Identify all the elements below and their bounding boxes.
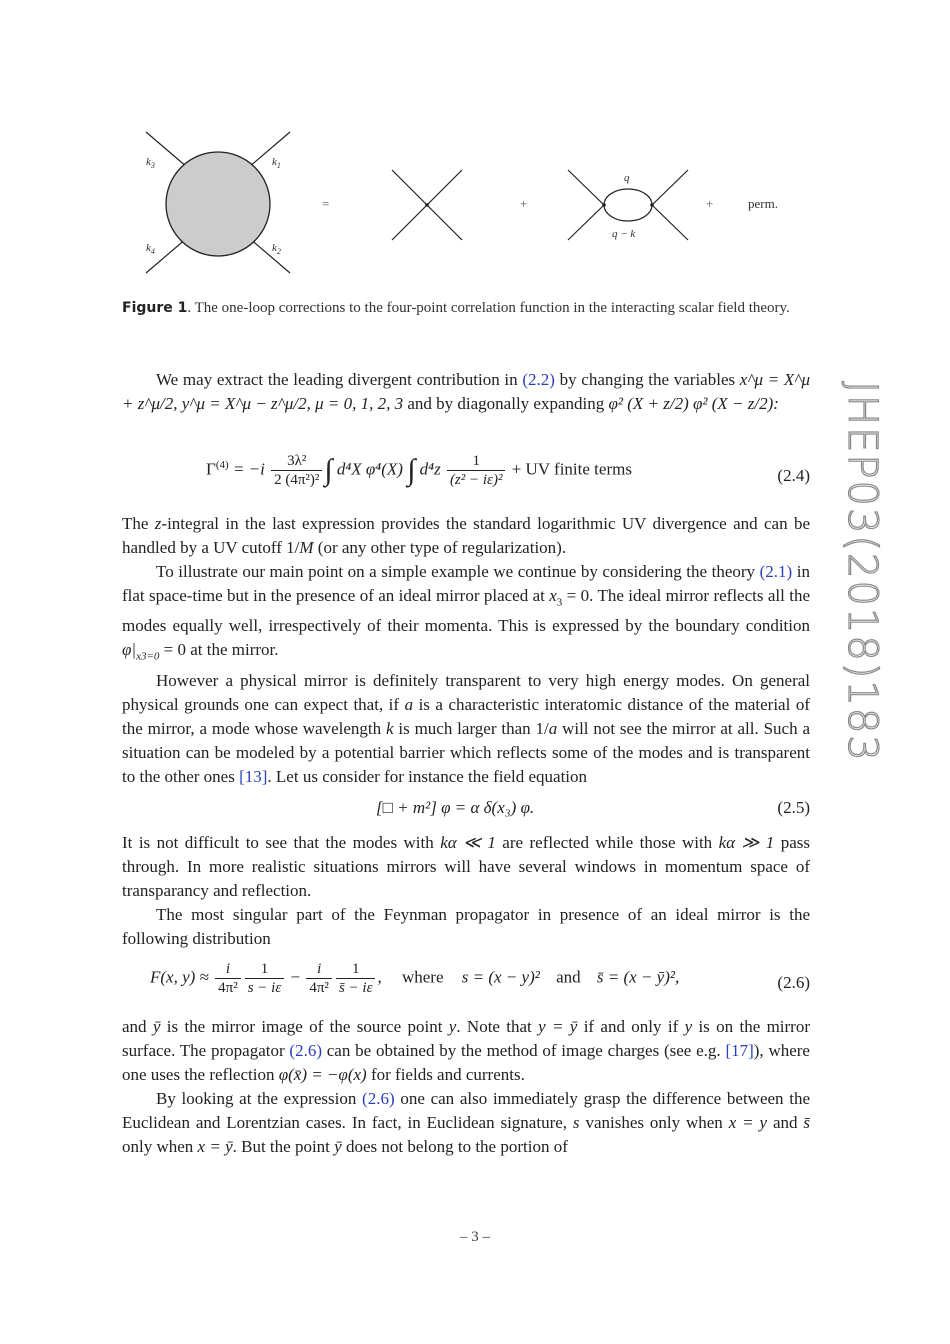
eq26-s-def: s = (x − y)² bbox=[461, 967, 540, 987]
p2-text-a: The bbox=[122, 514, 155, 533]
eq24-frac-1-num: 3λ² bbox=[271, 452, 322, 471]
figure-caption bbox=[122, 298, 810, 319]
p7-y2: y bbox=[684, 1017, 693, 1036]
p3-x-sub: 3 bbox=[556, 596, 563, 609]
eq26-sbar-def: s̄ = (x − ȳ)², bbox=[596, 967, 680, 987]
p8-text-c: vanishes only when bbox=[579, 1113, 729, 1132]
p1-text-c: and by diagonally expanding bbox=[403, 394, 609, 413]
p3-text-b: in flat space-time but in the presence of an ideal mirror placed at bbox=[122, 562, 810, 605]
p7-text-h: for fields and currents. bbox=[366, 1065, 525, 1084]
paragraph-7 bbox=[122, 1015, 810, 1159]
p7-y: y bbox=[448, 1017, 457, 1036]
p8-s: s bbox=[572, 1113, 580, 1132]
p5-text-b: are reflected while those with bbox=[495, 833, 719, 852]
p3-text-c: = 0. The ideal mirror reflects all the modes equally well, irrespectively of their momenta. This is expressed by the boundary condition bbox=[122, 586, 810, 636]
perm-label: perm. bbox=[748, 196, 778, 211]
p5-text-a: It is not difficult to see that the modes with bbox=[122, 833, 441, 852]
p4-text-d: will not see the mirror at all. Such a situation can be modeled by a potential barrier which reflects some of the modes and is transparent to the other ones bbox=[122, 718, 810, 786]
p4-a: a bbox=[404, 694, 414, 714]
eq24-frac-1 bbox=[271, 452, 322, 489]
page-number: – 3 – bbox=[460, 1229, 490, 1245]
p2-text-c: (or any other type of regularization). bbox=[313, 538, 567, 557]
feynman-diagram-figure bbox=[122, 118, 812, 288]
eq26-minus: − bbox=[286, 967, 305, 987]
p3-text-d: = 0 at the mirror. bbox=[159, 640, 279, 660]
p3-x: x bbox=[549, 586, 557, 605]
p8-ybar: ȳ bbox=[334, 1137, 342, 1156]
equation-2-6-content bbox=[150, 960, 679, 997]
eq26-f1-den-b: s − iε bbox=[247, 980, 282, 996]
p7-text-g: ), where one uses the reflection bbox=[122, 1041, 810, 1084]
p8-text-g: does not belong to the portion of bbox=[341, 1137, 568, 1156]
eq24-body-1: d⁴X φ⁴(X) bbox=[332, 459, 408, 479]
cite-13[interactable]: [13] bbox=[239, 766, 268, 786]
eq26-frac-2b bbox=[336, 960, 376, 997]
eq24-frac-2-num: 1 bbox=[447, 452, 506, 471]
p7-text-c: . Note that bbox=[456, 1017, 539, 1036]
p1-text-a: We may extract the leading divergent contribution in bbox=[156, 370, 523, 389]
p7-math-2: φ(x̄) = −φ(x) bbox=[278, 1065, 367, 1084]
equation-2-4-content bbox=[206, 452, 632, 489]
label-k2: $k_2$ bbox=[272, 242, 281, 256]
eq24-eq: = −i bbox=[228, 459, 270, 479]
eq26-f2-num-b: 1 bbox=[336, 960, 376, 979]
p1-math: x^μ = X^μ + z^μ/2, y^μ = X^μ − z^μ/2, μ = 0, 1, 2, 3 bbox=[122, 370, 810, 413]
equation-2-5-content: [□ + m²] φ = α δ(x₃) φ. bbox=[376, 798, 535, 817]
p7-text-b: is the mirror image of the source point bbox=[160, 1017, 449, 1036]
eq26-f2-num-a: i bbox=[306, 960, 332, 979]
p8-text-f: . But the point bbox=[232, 1137, 335, 1156]
equation-number-2-6: (2.6) bbox=[777, 973, 810, 992]
journal-side-label bbox=[832, 352, 892, 792]
p8-sbar: s̄ bbox=[803, 1113, 810, 1132]
eq24-integral-1: ∫ bbox=[324, 453, 333, 487]
equation-2-6 bbox=[122, 960, 810, 1006]
cite-2-6-b[interactable]: (2.6) bbox=[362, 1089, 395, 1108]
eq24-body-2: d⁴z bbox=[415, 459, 445, 479]
p8-math-2: x = ȳ bbox=[197, 1137, 233, 1156]
p8-math-1: x = y bbox=[728, 1113, 768, 1132]
p2-z: z bbox=[154, 514, 162, 533]
paragraph-1 bbox=[122, 368, 810, 416]
caption-text: . The one-loop corrections to the four-point correlation function in the interacting scalar field theory. bbox=[187, 300, 790, 316]
p3-text-a: To illustrate our main point on a simple example we continue by considering the theory bbox=[156, 562, 760, 581]
p4-a2: a bbox=[548, 718, 558, 738]
eq26-frac-1a bbox=[215, 960, 241, 997]
cite-17[interactable]: [17] bbox=[725, 1041, 754, 1060]
p2-text-b: -integral in the last expression provides the standard logarithmic UV divergence and can be handled by a UV cutoff 1/ bbox=[122, 514, 810, 557]
eq26-f1-num-b: 1 bbox=[245, 960, 285, 979]
p3-phi: φ| bbox=[122, 640, 137, 660]
eq24-tail: + UV finite terms bbox=[507, 459, 632, 479]
caption-label: Figure 1 bbox=[122, 300, 188, 316]
eq26-comma: , bbox=[377, 967, 382, 987]
eq26-frac-1b bbox=[245, 960, 285, 997]
p5-math-1: kα ≪ 1 bbox=[440, 833, 496, 852]
p5-text-c: pass through. In more realistic situations mirrors will have several windows in momentum space of transparancy and reflection. bbox=[122, 833, 811, 900]
eq24-frac-2 bbox=[447, 452, 506, 489]
cite-2-6-a[interactable]: (2.6) bbox=[289, 1041, 322, 1060]
p8-text-e: only when bbox=[122, 1137, 198, 1156]
label-k4: $k_4$ bbox=[146, 242, 155, 256]
p4-text-c: is much larger than 1/ bbox=[393, 718, 549, 738]
eq26-f1-num-a: i bbox=[215, 960, 241, 979]
eq26-lhs: F(x, y) ≈ bbox=[150, 967, 214, 987]
feynman-diagrams bbox=[122, 118, 812, 288]
eq26-f2-den-b: s̄ − iε bbox=[338, 980, 373, 996]
eq24-frac-2-den: (z² − iε)² bbox=[449, 472, 503, 488]
p7-ybar: ȳ bbox=[152, 1017, 161, 1036]
eq26-f2-den-a: 4π² bbox=[309, 980, 329, 996]
p4-text-a: However a physical mirror is definitely transparent to very high energy modes. On general physical grounds one can expect that, if bbox=[122, 670, 810, 714]
journal-side-text: JHEP03(2018)183 bbox=[839, 381, 885, 763]
p4-text-e: . Let us consider for instance the field equation bbox=[267, 766, 588, 786]
eq26-f1-den-a: 4π² bbox=[218, 980, 238, 996]
plus-sign-2: + bbox=[706, 196, 714, 211]
eq24-lhs: Γ bbox=[206, 459, 216, 479]
p1-math-2: φ² (X + z/2) φ² (X − z/2): bbox=[608, 394, 779, 413]
blob-vertex bbox=[146, 132, 290, 273]
equation-number-2-4: (2.4) bbox=[777, 466, 810, 485]
paragraph-2 bbox=[122, 512, 810, 789]
label-q-minus-k: q − k bbox=[612, 228, 636, 240]
p7-math: y = ȳ bbox=[538, 1017, 578, 1036]
p4-k: k bbox=[385, 718, 394, 738]
p7-text-d: if and only if bbox=[577, 1017, 685, 1036]
p2-M: M bbox=[299, 538, 314, 557]
cite-2-1[interactable]: (2.1) bbox=[759, 562, 793, 581]
p8-text-a: By looking at the expression bbox=[156, 1089, 363, 1108]
p4-text-b: is a characteristic interatomic distance of the material of the mirror, a mode whose wavelength bbox=[122, 694, 810, 738]
label-q: q bbox=[624, 172, 630, 184]
p6-text: The most singular part of the Feynman propagator in presence of an ideal mirror is the following distribution bbox=[122, 905, 810, 948]
label-k3: $k_3$ bbox=[146, 156, 155, 170]
blob-circle bbox=[166, 152, 270, 256]
equals-sign: = bbox=[322, 196, 330, 211]
cite-2-2[interactable]: (2.2) bbox=[522, 370, 555, 389]
p8-text-b: one can also immediately grasp the difference between the Euclidean and Lorentzian cases. In fact, in Euclidean signature, bbox=[122, 1089, 811, 1132]
eq26-where: where bbox=[401, 967, 444, 987]
eq24-integral-2: ∫ bbox=[407, 453, 416, 487]
paragraph-5 bbox=[122, 831, 810, 951]
p7-text-a: and bbox=[122, 1017, 153, 1036]
equation-number-2-5: (2.5) bbox=[777, 798, 810, 817]
p1-text-b: by changing the variables bbox=[554, 370, 740, 389]
eq24-lhs-sup: (4) bbox=[215, 458, 229, 471]
eq26-frac-2a bbox=[306, 960, 332, 997]
equation-2-4 bbox=[122, 453, 810, 496]
label-k1: $k_1$ bbox=[272, 156, 281, 170]
p8-text-d: and bbox=[767, 1113, 804, 1132]
plus-sign-1: + bbox=[520, 196, 528, 211]
eq26-and: and bbox=[556, 967, 581, 987]
p7-text-e: is on the mirror surface. The propagator bbox=[122, 1017, 811, 1060]
p3-phi-sub: x3=0 bbox=[136, 650, 160, 663]
eq24-frac-1-den: 2 (4π²)² bbox=[274, 472, 320, 488]
tree-vertex bbox=[392, 170, 462, 240]
p7-text-f: can be obtained by the method of image charges (see e.g. bbox=[321, 1041, 726, 1060]
p5-math-2: kα ≫ 1 bbox=[718, 833, 775, 852]
